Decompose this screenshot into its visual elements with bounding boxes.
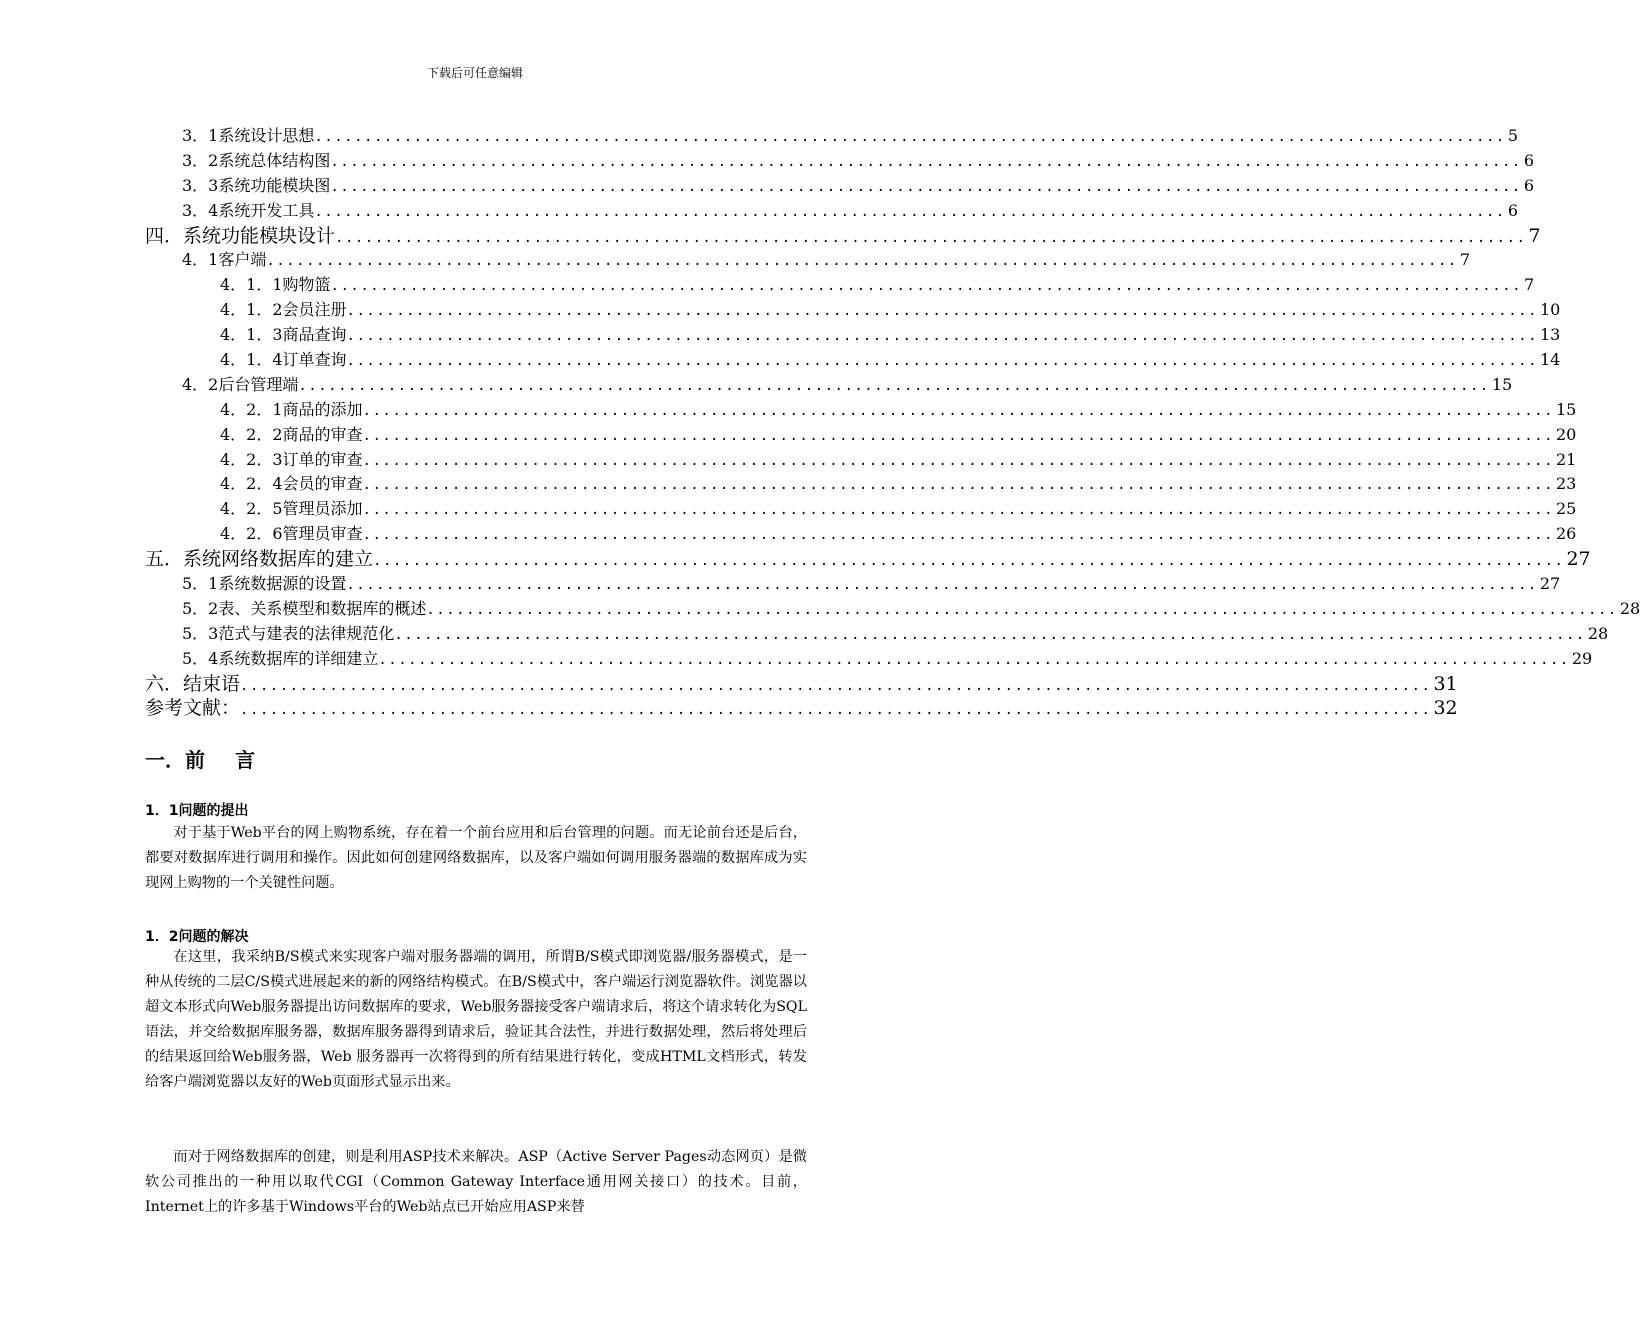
toc-chapter: [145, 547, 1591, 572]
subsection-heading: 1．2问题的解决: [145, 929, 249, 945]
toc-entry-page: 27: [1566, 548, 1591, 571]
toc-entry-title: 5．1系统数据源的设置: [182, 574, 347, 594]
toc-chapter: [145, 696, 1458, 721]
toc-leader: ........................................................................................................................: [378, 651, 1570, 668]
toc-entry-page: 15: [1556, 399, 1577, 419]
toc-leader: ........................................................................................................................: [362, 527, 1554, 544]
toc-leader: ........................................................................................................................: [362, 477, 1554, 494]
subsection-heading: 1．1问题的提出: [145, 803, 249, 819]
toc-entry-title: 四．系统功能模块设计: [145, 224, 336, 247]
toc-leader: ........................................................................................................................: [346, 577, 1538, 594]
toc-entry-page: 20: [1556, 424, 1577, 444]
toc-entry-page: 10: [1540, 300, 1561, 320]
toc-leader: ........................................................................................................................: [266, 253, 1458, 270]
toc-entry-page: 7: [1459, 250, 1471, 270]
toc-leader: ........................................................................................................................: [346, 303, 1538, 320]
toc-entry-title: 4．2．3订单的审查: [220, 449, 363, 469]
toc-entry-title: 4．1客户端: [182, 250, 267, 270]
toc-entry: [145, 398, 1577, 423]
toc-leader: ........................................................................................................................: [240, 702, 1432, 719]
toc-entry-page: 29: [1571, 648, 1593, 668]
toc-leader: ........................................................................................................................: [373, 553, 1565, 570]
toc-entry-title: 4．2．5管理员添加: [220, 499, 363, 519]
toc-chapter: [145, 224, 1541, 249]
toc-entry-title: 4．1．1购物篮: [220, 275, 331, 295]
toc-entry: [145, 298, 1561, 323]
toc-entry-page: 31: [1433, 672, 1458, 695]
toc-entry-page: 6: [1507, 200, 1519, 220]
toc-entry-page: 32: [1433, 697, 1458, 720]
section-number: 一．前: [145, 748, 205, 772]
toc-entry-page: 7: [1528, 224, 1541, 247]
toc-entry-title: 参考文献：: [145, 697, 241, 720]
toc-entry-page: 15: [1491, 374, 1513, 394]
toc-entry-page: 23: [1556, 474, 1577, 494]
toc-entry-page: 26: [1556, 524, 1577, 544]
toc-leader: ........................................................................................................................: [330, 178, 1522, 195]
toc-leader: ........................................................................................................................: [362, 502, 1554, 519]
toc-entry: [145, 174, 1535, 199]
toc-entry: [145, 448, 1577, 473]
toc-entry-title: 4．2．6管理员审查: [220, 524, 363, 544]
section-title: [145, 744, 255, 773]
toc-entry-title: 六．结束语: [145, 672, 241, 695]
toc-leader: ........................................................................................................................: [346, 328, 1538, 345]
toc-chapter: [145, 672, 1458, 697]
table-of-contents: [145, 124, 1640, 721]
toc-entry-title: 五．系统网络数据库的建立: [145, 548, 374, 571]
toc-entry: [145, 423, 1577, 448]
toc-entry: [145, 597, 1640, 622]
toc-entry-title: 4．2后台管理端: [182, 374, 299, 394]
toc-leader: ........................................................................................................................: [298, 377, 1490, 394]
toc-entry: [145, 647, 1593, 672]
toc-entry-page: 6: [1523, 150, 1535, 170]
toc-entry-title: 5．3范式与建表的法律规范化: [182, 623, 395, 643]
toc-entry-page: 14: [1540, 350, 1561, 370]
toc-leader: ........................................................................................................................: [362, 452, 1554, 469]
toc-leader: ........................................................................................................................: [335, 229, 1527, 246]
toc-leader: ........................................................................................................................: [240, 677, 1432, 694]
toc-entry: [145, 497, 1577, 522]
toc-entry-title: 4．1．4订单查询: [220, 350, 347, 370]
toc-entry-page: 28: [1619, 598, 1640, 618]
toc-entry-title: 5．4系统数据库的详细建立: [182, 648, 379, 668]
toc-leader: ........................................................................................................................: [362, 402, 1554, 419]
toc-entry: [145, 323, 1561, 348]
toc-entry-title: 3．4系统开发工具: [182, 200, 315, 220]
toc-entry-page: 5: [1507, 126, 1519, 145]
toc-leader: ........................................................................................................................: [314, 203, 1506, 220]
toc-entry-page: 13: [1540, 325, 1561, 345]
toc-entry-page: 25: [1556, 499, 1577, 519]
toc-entry: [145, 373, 1513, 398]
toc-leader: ........................................................................................................................: [394, 626, 1586, 643]
toc-entry-title: 4．2．1商品的添加: [220, 399, 363, 419]
paragraph: 在这里，我采纳B/S模式来实现客户端对服务器端的调用，所谓B/S模式即浏览器/服务器模式，是一种从传统的二层C/S模式进展起来的新的网络结构模式。在B/S模式中，客户端运行浏览器软件。浏览器以超文本形式向Web服务器提出访问数据库的要求，Web服务器接受客户端请求后，将这个请求转化为SQL语法，并交给数据库服务器，数据库服务器得到请求后，验证其合法性，并进行数据处理，然后将处理后的结果返回给Web服务器，Web 服务器再一次将得到的所有结果进行转化，变成HTML文档形式，转发给客户端浏览器以友好的Web页面形式显示出来。: [145, 949, 807, 1090]
toc-entry-title: 4．2．4会员的审查: [220, 474, 363, 494]
toc-entry: [145, 124, 1519, 149]
toc-entry-title: 4．2．2商品的审查: [220, 424, 363, 444]
toc-entry-title: 3．3系统功能模块图: [182, 175, 331, 195]
toc-entry: [145, 622, 1609, 647]
toc-entry: [145, 522, 1577, 547]
toc-leader: ........................................................................................................................: [330, 278, 1522, 295]
toc-entry-page: 7: [1524, 275, 1535, 295]
section-title-rest: 言: [235, 748, 255, 772]
toc-leader: ........................................................................................................................: [426, 601, 1618, 618]
toc-entry-page: 28: [1587, 623, 1609, 643]
toc-entry: [145, 348, 1561, 373]
toc-entry-page: 21: [1556, 449, 1577, 469]
toc-entry: [145, 472, 1577, 497]
toc-leader: ........................................................................................................................: [330, 153, 1522, 170]
toc-entry: [145, 199, 1519, 224]
toc-entry: [145, 273, 1535, 298]
toc-entry-title: 3．2系统总体结构图: [182, 150, 331, 170]
toc-entry: [145, 572, 1561, 597]
toc-entry-page: 6: [1523, 175, 1535, 195]
toc-leader: ........................................................................................................................: [362, 427, 1554, 444]
paragraph: 对于基于Web平台的网上购物系统，存在着一个前台应用和后台管理的问题。而无论前台还是后台，都要对数据库进行调用和操作。因此如何创建网络数据库，以及客户端如何调用服务器端的数据库成为实现网上购物的一个关键性问题。: [145, 825, 807, 891]
toc-entry-title: 4．1．3商品查询: [220, 325, 347, 345]
toc-leader: ........................................................................................................................: [314, 129, 1506, 145]
toc-entry: [145, 248, 1471, 273]
page-header: 下载后可任意编辑: [426, 66, 523, 80]
toc-entry-title: 3．1系统设计思想: [182, 126, 315, 145]
toc-entry-page: 27: [1539, 574, 1561, 594]
toc-entry-title: 4．1．2会员注册: [220, 300, 347, 320]
toc-entry: [145, 149, 1535, 174]
toc-leader: ........................................................................................................................: [346, 353, 1538, 370]
paragraph: 而对于网络数据库的创建，则是利用ASP技术来解决。ASP（Active Server Pages动态网页）是微软公司推出的一种用以取代CGI（Common Gateway Interface通用网关接口）的技术。目前，Internet上的许多基于Windows平台的Web站点已开始应用ASP来替: [145, 1149, 807, 1215]
toc-entry-title: 5．2表、关系模型和数据库的概述: [182, 598, 427, 618]
